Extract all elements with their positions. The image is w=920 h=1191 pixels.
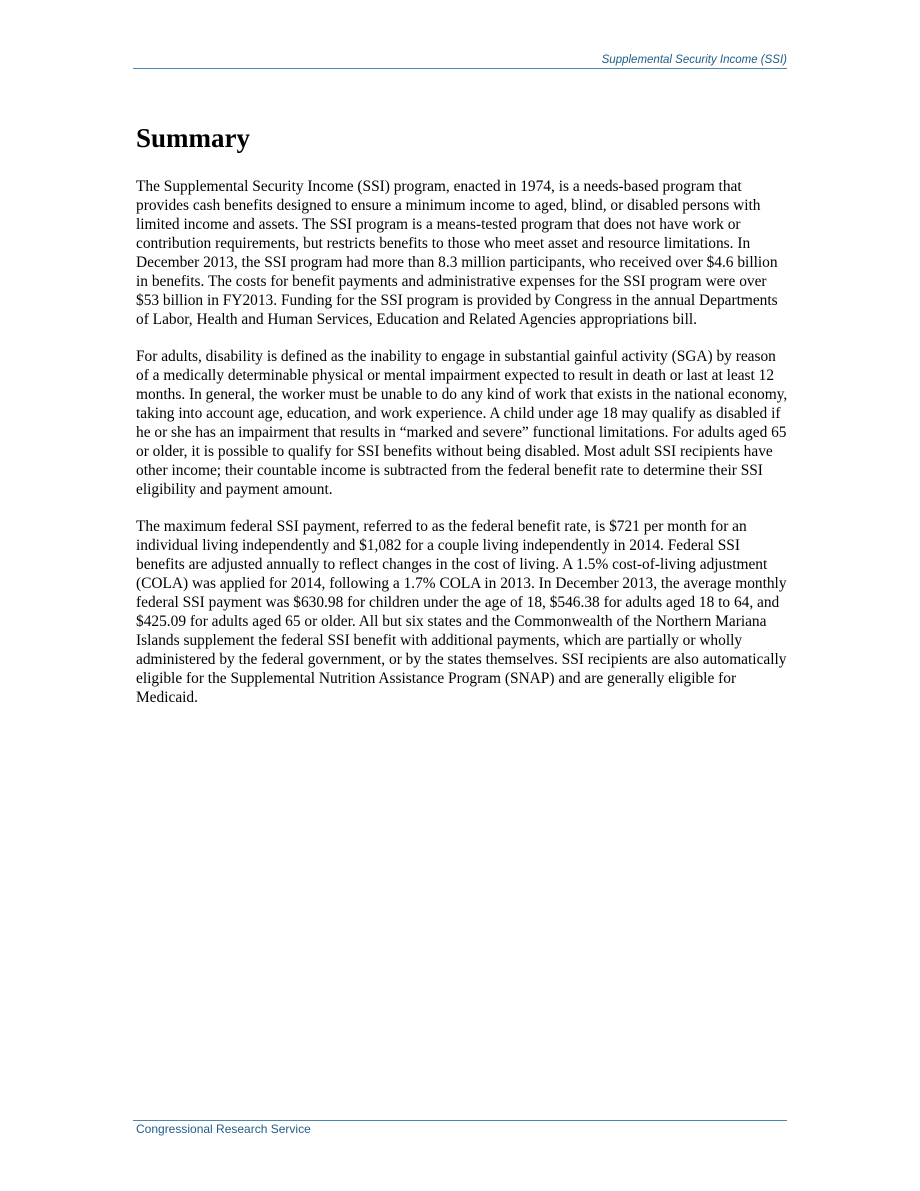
running-header: Supplemental Security Income (SSI)	[601, 54, 787, 66]
running-footer: Congressional Research Service	[136, 1122, 311, 1136]
paragraph-overview: The Supplemental Security Income (SSI) program, enacted in 1974, is a needs-based program that provides cash benefits designed to ensure a minimum income to aged, blind, or disabled persons with limited income and assets. The SSI program is a means-tested program that does not have work or contribution requirements, but restricts benefits to those who meet asset and resource limitations. In December 2013, the SSI program had more than 8.3 million participants, who received over $4.6 billion in benefits. The costs for benefit payments and administrative expenses for the SSI program were over $53 billion in FY2013. Funding for the SSI program is provided by Congress in the annual Departments of Labor, Health and Human Services, Education and Related Agencies appropriations bill.	[136, 178, 778, 328]
footer-divider	[133, 1120, 787, 1121]
paragraph-benefit-rate: The maximum federal SSI payment, referred to as the federal benefit rate, is $721 per month for an individual living independently and $1,082 for a couple living independently in 2014. Federal SSI benefits are adjusted annually to reflect changes in the cost of living. A 1.5% cost-of-living adjustment (COLA) was applied for 2014, following a 1.7% COLA in 2013. In December 2013, the average monthly federal SSI payment was $630.98 for children under the age of 18, $546.38 for adults aged 18 to 64, and $425.09 for adults aged 65 or older. All but six states and the Commonwealth of the Northern Mariana Islands supplement the federal SSI benefit with additional payments, which are partially or wholly administered by the federal government, or by the states themselves. SSI recipients are also automatically eligible for the Supplemental Nutrition Assistance Program (SNAP) and are generally eligible for Medicaid.	[136, 518, 787, 706]
section-heading: Summary	[136, 123, 250, 153]
paragraph-disability-definition: For adults, disability is defined as the inability to engage in substantial gainful activity (SGA) by reason of a medically determinable physical or mental impairment expected to result in death or last at least 12 months. In general, the worker must be unable to do any kind of work that exists in the national economy, taking into account age, education, and work experience. A child under age 18 may qualify as disabled if he or she has an impairment that results in “marked and severe” functional limitations. For adults aged 65 or older, it is possible to qualify for SSI benefits without being disabled. Most adult SSI recipients have other income; their countable income is subtracted from the federal benefit rate to determine their SSI eligibility and payment amount.	[136, 348, 788, 498]
header-divider	[133, 68, 787, 69]
summary-body	[136, 177, 790, 725]
